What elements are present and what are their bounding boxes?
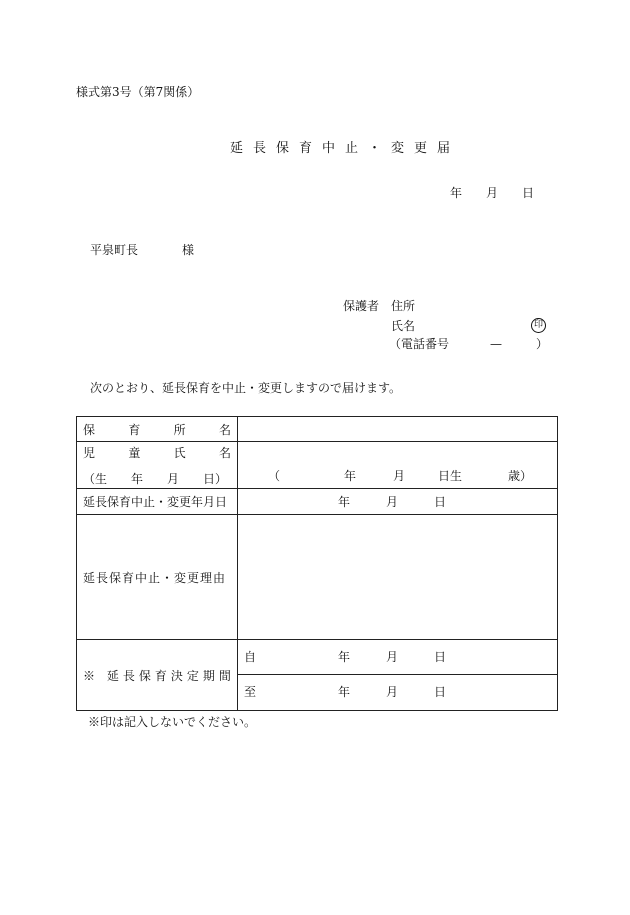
birth-day-label: 日生 — [438, 469, 463, 483]
table-row-change-date — [77, 489, 558, 515]
birth-label — [77, 470, 237, 487]
period-to-month: 月 — [386, 685, 399, 699]
period-to-prefix: 至 — [244, 685, 257, 699]
period-to-year: 年 — [338, 685, 351, 699]
name-label: 氏名 — [391, 319, 416, 333]
nursery-label-char: 育 — [128, 422, 141, 437]
period-to-day: 日 — [434, 685, 447, 699]
birth-open-paren: （ — [268, 469, 281, 483]
birth-label-part: 月 — [166, 471, 179, 486]
change-date-field[interactable] — [238, 489, 558, 515]
table-row-child — [77, 442, 558, 489]
child-label-char: 氏 — [173, 445, 186, 460]
child-label-cell — [77, 442, 238, 489]
child-label-char: 名 — [218, 445, 231, 460]
nursery-label-char: 名 — [218, 422, 231, 437]
applicant-role: 保護者 — [343, 299, 380, 313]
child-label — [77, 444, 237, 461]
period-label: ※ 延長保育決定期間 — [77, 640, 238, 711]
period-from-day: 日 — [434, 650, 447, 664]
nursery-name-field[interactable] — [238, 417, 558, 442]
seal-mark-icon: 印 — [531, 318, 546, 333]
reason-field[interactable] — [238, 515, 558, 640]
child-label-char: 児 — [83, 445, 96, 460]
child-label-char: 童 — [128, 445, 141, 460]
nursery-label-char: 所 — [173, 422, 186, 437]
footnote: ※印は記入しないでください。 — [88, 715, 257, 729]
nursery-label-cell — [77, 417, 238, 442]
age-label: 歳） — [508, 469, 533, 483]
change-day-label: 日 — [434, 495, 447, 509]
birth-label-part: 日） — [202, 471, 227, 486]
change-year-label: 年 — [338, 495, 351, 509]
date-year-label: 年 — [450, 186, 463, 200]
table-row-nursery — [77, 417, 558, 442]
period-to-field[interactable] — [238, 675, 558, 711]
phone-dash: — — [490, 337, 502, 351]
page-title: 延長保育中止・変更届 — [230, 141, 461, 156]
nursery-label-char: 保 — [83, 422, 96, 437]
phone-close: ） — [536, 337, 549, 351]
birth-year-label: 年 — [344, 469, 357, 483]
birth-label-part: （生 — [83, 471, 108, 486]
child-name-birth-field[interactable] — [238, 442, 558, 489]
phone-open: （電話番号 — [389, 337, 450, 351]
date-month-label: 月 — [486, 186, 499, 200]
period-from-year: 年 — [338, 650, 351, 664]
nursery-label — [77, 421, 237, 438]
period-from-field[interactable] — [238, 640, 558, 675]
birth-label-part: 年 — [130, 471, 143, 486]
period-from-prefix: 自 — [244, 650, 257, 664]
table-row-reason — [77, 515, 558, 640]
birth-month-label: 月 — [393, 469, 406, 483]
date-day-label: 日 — [522, 186, 535, 200]
form-number: 様式第3号（第7関係） — [76, 85, 200, 99]
table-row-period-from — [77, 640, 558, 675]
period-from-month: 月 — [386, 650, 399, 664]
change-date-label: 延長保育中止・変更年月日 — [77, 489, 238, 515]
reason-label: 延長保育中止・変更理由 — [77, 515, 238, 640]
addressee-honorific: 様 — [182, 243, 195, 257]
addressee-name: 平泉町長 — [90, 243, 139, 257]
intro-text: 次のとおり、延長保育を中止・変更しますので届けます。 — [90, 381, 402, 395]
form-table — [76, 416, 558, 711]
change-month-label: 月 — [386, 495, 399, 509]
address-label: 住所 — [391, 299, 416, 313]
